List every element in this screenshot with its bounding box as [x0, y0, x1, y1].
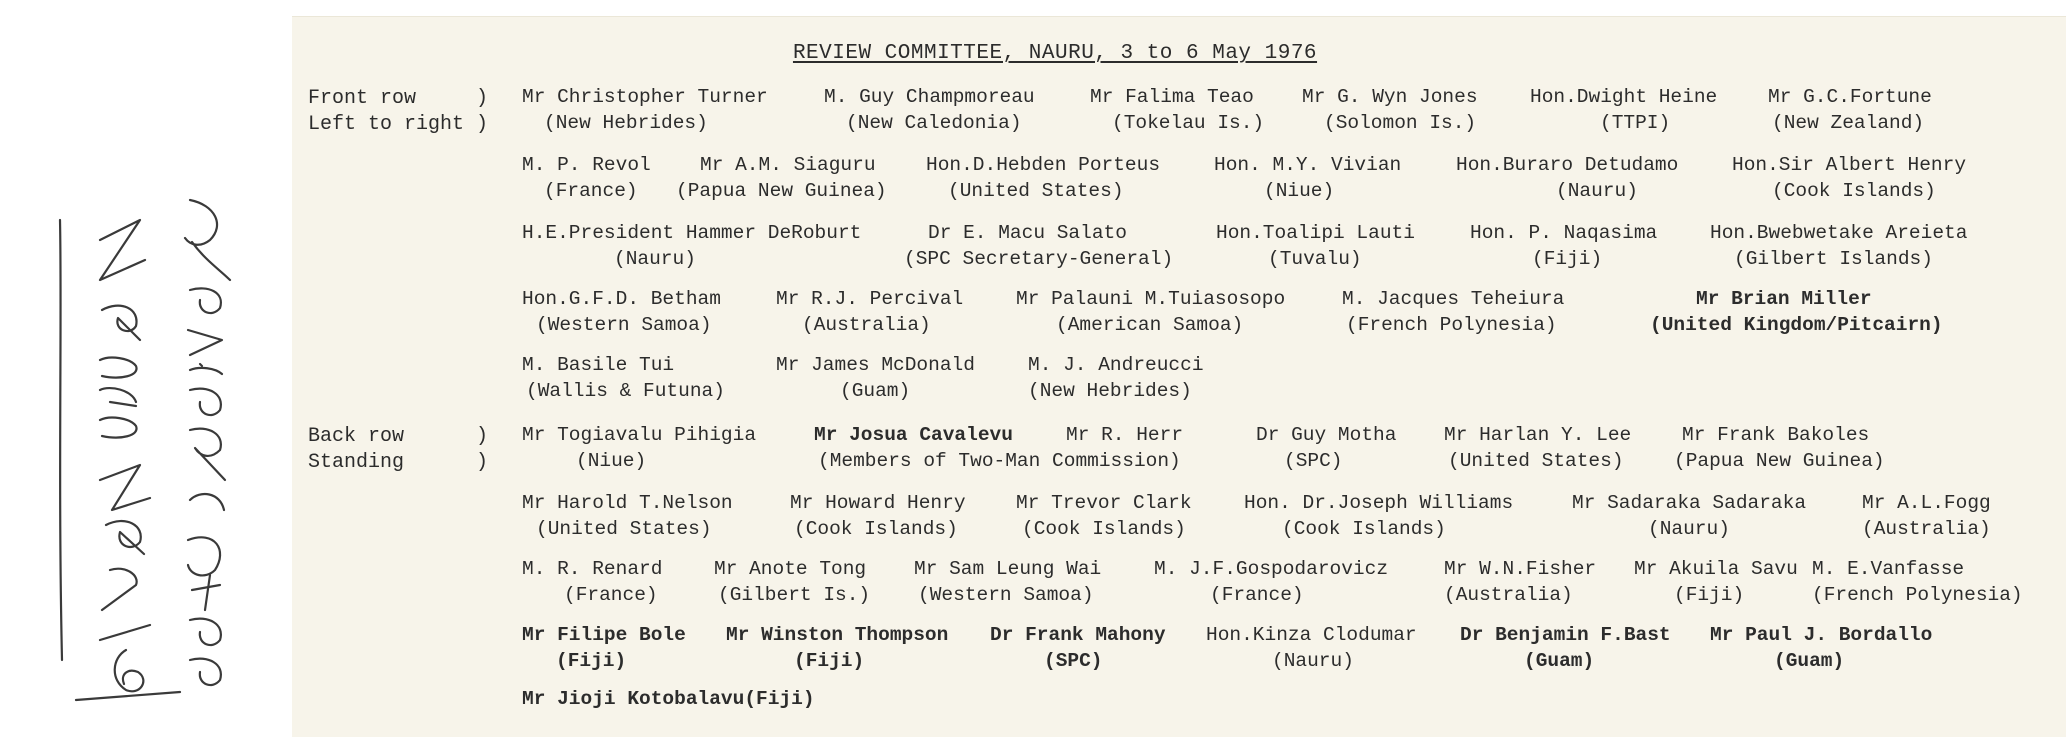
- person-name: Hon.Bwebwetake Areieta: [1710, 222, 1968, 244]
- person-name: Hon.D.Hebden Porteus: [926, 154, 1161, 176]
- person-affiliation: (France): [1210, 584, 1304, 606]
- person-affiliation: (American Samoa): [1056, 314, 1244, 336]
- person-entry: [1090, 84, 1264, 136]
- document-title: REVIEW COMMITTEE, NAURU, 3 to 6 May 1976: [792, 42, 1318, 65]
- person-name: M. P. Revol: [522, 154, 651, 176]
- person-affiliation: (Solomon Is.): [1324, 112, 1477, 134]
- person-affiliation: (Fiji): [794, 650, 865, 672]
- person-entry: [1530, 84, 1717, 136]
- person-entry: [1812, 556, 2023, 608]
- person-name: M. Jacques Teheiura: [1342, 288, 1565, 310]
- person-entry: [522, 152, 651, 204]
- person-entry: [1456, 152, 1678, 204]
- person-name: Mr Jioji Kotobalavu(Fiji): [522, 688, 815, 710]
- person-name: Mr Filipe Bole: [522, 624, 686, 646]
- person-affiliation: (Wallis & Futuna): [526, 380, 725, 402]
- person-entry: [1214, 152, 1401, 204]
- person-name: Mr Harold T.Nelson: [522, 492, 733, 514]
- person-name: Mr A.L.Fogg: [1862, 492, 1991, 514]
- person-entry: [1256, 422, 1396, 474]
- person-affiliation: (Guam): [1774, 650, 1845, 672]
- person-entry: [1066, 422, 1183, 448]
- person-name: Hon.G.F.D. Betham: [522, 288, 721, 310]
- person-name: H.E.President Hammer DeRoburt: [522, 222, 862, 244]
- person-name: Mr Togiavalu Pihigia: [522, 424, 757, 446]
- person-entry: [1028, 352, 1204, 404]
- person-affiliation: (Tuvalu): [1268, 248, 1362, 270]
- person-name: M. Basile Tui: [522, 354, 675, 376]
- person-entry: [1216, 220, 1415, 272]
- person-affiliation: (Niue): [1264, 180, 1335, 202]
- back-row-label: Back row Standing: [308, 425, 405, 474]
- person-entry: [1710, 622, 1932, 674]
- person-name: M. J.F.Gospodarovicz: [1154, 558, 1389, 580]
- person-entry: [776, 352, 975, 404]
- person-entry: [676, 152, 887, 204]
- person-affiliation: (SPC): [1044, 650, 1103, 672]
- person-entry: [1016, 286, 1285, 338]
- front-row-2: [0, 152, 2070, 208]
- person-name: Mr W.N.Fisher: [1444, 558, 1597, 580]
- person-name: Mr Harlan Y. Lee: [1444, 424, 1632, 446]
- person-affiliation: (Guam): [1524, 650, 1595, 672]
- person-entry: [790, 490, 966, 542]
- person-name: Hon.Toalipi Lauti: [1216, 222, 1415, 244]
- person-entry: [1634, 556, 1798, 608]
- person-entry: [1444, 556, 1596, 608]
- person-affiliation: (French Polynesia): [1346, 314, 1557, 336]
- person-affiliation: (SPC): [1284, 450, 1343, 472]
- front-row-parens: ) ): [476, 87, 489, 136]
- person-affiliation: (Gilbert Is.): [718, 584, 871, 606]
- front-row-4: [0, 286, 2070, 342]
- person-name: Hon.Kinza Clodumar: [1206, 624, 1417, 646]
- front-row-1: [0, 84, 2070, 140]
- person-entry: [1444, 422, 1631, 474]
- person-name: Hon. Dr.Joseph Williams: [1244, 492, 1514, 514]
- person-entry: [824, 84, 1035, 136]
- person-name: Hon. P. Naqasima: [1470, 222, 1658, 244]
- person-entry: [1244, 490, 1513, 542]
- person-affiliation: (France): [544, 180, 638, 202]
- back-row-4: [0, 622, 2070, 678]
- person-entry: [904, 220, 1174, 272]
- person-entry: [1342, 286, 1564, 338]
- person-entry: [776, 286, 963, 338]
- person-affiliation: (Australia): [802, 314, 931, 336]
- person-affiliation: (New Caledonia): [846, 112, 1022, 134]
- person-entry: [1460, 622, 1671, 674]
- person-affiliation: (United Kingdom/Pitcairn): [1650, 314, 1943, 336]
- person-entry: [522, 556, 662, 608]
- back-row-2: [0, 490, 2070, 546]
- person-entry: [1154, 556, 1388, 608]
- front-row-3: [0, 220, 2070, 276]
- person-affiliation: (Fiji): [556, 650, 627, 672]
- person-entry: [1674, 422, 1885, 474]
- person-entry: [522, 490, 733, 542]
- person-affiliation: (Nauru): [1272, 650, 1354, 672]
- person-affiliation: (New Hebrides): [1028, 380, 1192, 402]
- person-affiliation: (Australia): [1862, 518, 1991, 540]
- person-affiliation: (SPC Secretary-General): [904, 248, 1174, 270]
- person-name: Mr Palauni M.Tuiasosopo: [1016, 288, 1286, 310]
- person-affiliation: (Nauru): [614, 248, 696, 270]
- person-entry: [1862, 490, 1991, 542]
- person-entry: [522, 352, 725, 404]
- person-entry: [714, 556, 870, 608]
- person-affiliation: (Papua New Guinea): [676, 180, 887, 202]
- person-name: Hon. M.Y. Vivian: [1214, 154, 1402, 176]
- person-affiliation: (Fiji): [1674, 584, 1745, 606]
- person-entry: [522, 422, 756, 474]
- person-name: Mr James McDonald: [776, 354, 975, 376]
- person-affiliation: (Cook Islands): [1022, 518, 1186, 540]
- front-row-label: Front row Left to right: [308, 87, 465, 136]
- person-affiliation: (Papua New Guinea): [1674, 450, 1885, 472]
- person-name: Mr Falima Teao: [1090, 86, 1254, 108]
- person-name: Mr Trevor Clark: [1016, 492, 1192, 514]
- person-affiliation: (Tokelau Is.): [1112, 112, 1265, 134]
- person-affiliation: (New Hebrides): [544, 112, 708, 134]
- person-entry: [1710, 220, 1967, 272]
- person-entry: [1650, 286, 1943, 338]
- person-affiliation: (Members of Two-Man Commission): [818, 450, 1181, 472]
- person-affiliation: (France): [564, 584, 658, 606]
- person-name: Mr R.J. Percival: [776, 288, 964, 310]
- person-entry: [1206, 622, 1417, 674]
- person-entry: [1732, 152, 1966, 204]
- person-name: Mr Frank Bakoles: [1682, 424, 1870, 446]
- person-name: Mr Howard Henry: [790, 492, 966, 514]
- person-affiliation: (TTPI): [1600, 112, 1671, 134]
- person-affiliation: (Nauru): [1648, 518, 1730, 540]
- person-name: M. J. Andreucci: [1028, 354, 1204, 376]
- person-name: Mr Brian Miller: [1696, 288, 1872, 310]
- person-affiliation: (Niue): [576, 450, 647, 472]
- person-entry: [1302, 84, 1478, 136]
- person-name: Mr Sadaraka Sadaraka: [1572, 492, 1807, 514]
- person-entry: [522, 220, 861, 272]
- person-entry: [1470, 220, 1657, 272]
- person-entry: [522, 286, 721, 338]
- person-name: Mr G.C.Fortune: [1768, 86, 1932, 108]
- person-name: Hon.Sir Albert Henry: [1732, 154, 1967, 176]
- person-name: M. Guy Champmoreau: [824, 86, 1035, 108]
- person-affiliation: (Cook Islands): [794, 518, 958, 540]
- person-name: Dr Frank Mahony: [990, 624, 1166, 646]
- person-affiliation: (Guam): [840, 380, 911, 402]
- person-affiliation: (Nauru): [1556, 180, 1638, 202]
- person-name: Mr Sam Leung Wai: [914, 558, 1102, 580]
- person-name: Dr Guy Motha: [1256, 424, 1397, 446]
- person-name: Dr Benjamin F.Bast: [1460, 624, 1671, 646]
- person-affiliation: (Fiji): [1532, 248, 1603, 270]
- person-affiliation: (Western Samoa): [918, 584, 1094, 606]
- person-name: Mr Paul J. Bordallo: [1710, 624, 1933, 646]
- person-affiliation: (Cook Islands): [1772, 180, 1936, 202]
- person-affiliation: (Gilbert Islands): [1734, 248, 1933, 270]
- person-entry: [522, 622, 686, 674]
- person-name: Hon.Buraro Detudamo: [1456, 154, 1679, 176]
- person-entry: [990, 622, 1166, 674]
- back-row-3: [0, 556, 2070, 612]
- person-entry: [1768, 84, 1932, 136]
- back-row-5: [0, 686, 2070, 742]
- person-affiliation: (New Zealand): [1772, 112, 1925, 134]
- person-affiliation: (United States): [1448, 450, 1624, 472]
- person-affiliation: (French Polynesia): [1812, 584, 2023, 606]
- back-row-parens: ) ): [476, 425, 489, 474]
- person-name: Mr G. Wyn Jones: [1302, 86, 1478, 108]
- person-name: Mr Akuila Savu: [1634, 558, 1798, 580]
- person-entry: [726, 622, 948, 674]
- person-name: Mr Josua Cavalevu: [814, 424, 1013, 446]
- person-name: M. E.Vanfasse: [1812, 558, 1965, 580]
- person-affiliation: (Western Samoa): [536, 314, 712, 336]
- person-entry: [1572, 490, 1806, 542]
- person-name: Mr Anote Tong: [714, 558, 867, 580]
- person-name: Mr Christopher Turner: [522, 86, 768, 108]
- person-name: Hon.Dwight Heine: [1530, 86, 1718, 108]
- person-entry: [522, 84, 768, 136]
- person-affiliation: (Cook Islands): [1282, 518, 1446, 540]
- back-row-1: [0, 422, 2070, 478]
- person-affiliation: (Australia): [1444, 584, 1573, 606]
- person-affiliation: (United States): [536, 518, 712, 540]
- person-affiliation: (United States): [948, 180, 1124, 202]
- person-name: Dr E. Macu Salato: [928, 222, 1127, 244]
- person-entry: [1016, 490, 1192, 542]
- person-entry: [914, 556, 1101, 608]
- front-row-5: [0, 352, 2070, 408]
- person-name: Mr R. Herr: [1066, 424, 1184, 446]
- person-entry: [522, 686, 815, 712]
- person-name: Mr Winston Thompson: [726, 624, 949, 646]
- person-name: M. R. Renard: [522, 558, 663, 580]
- person-name: Mr A.M. Siaguru: [700, 154, 876, 176]
- person-entry: [926, 152, 1160, 204]
